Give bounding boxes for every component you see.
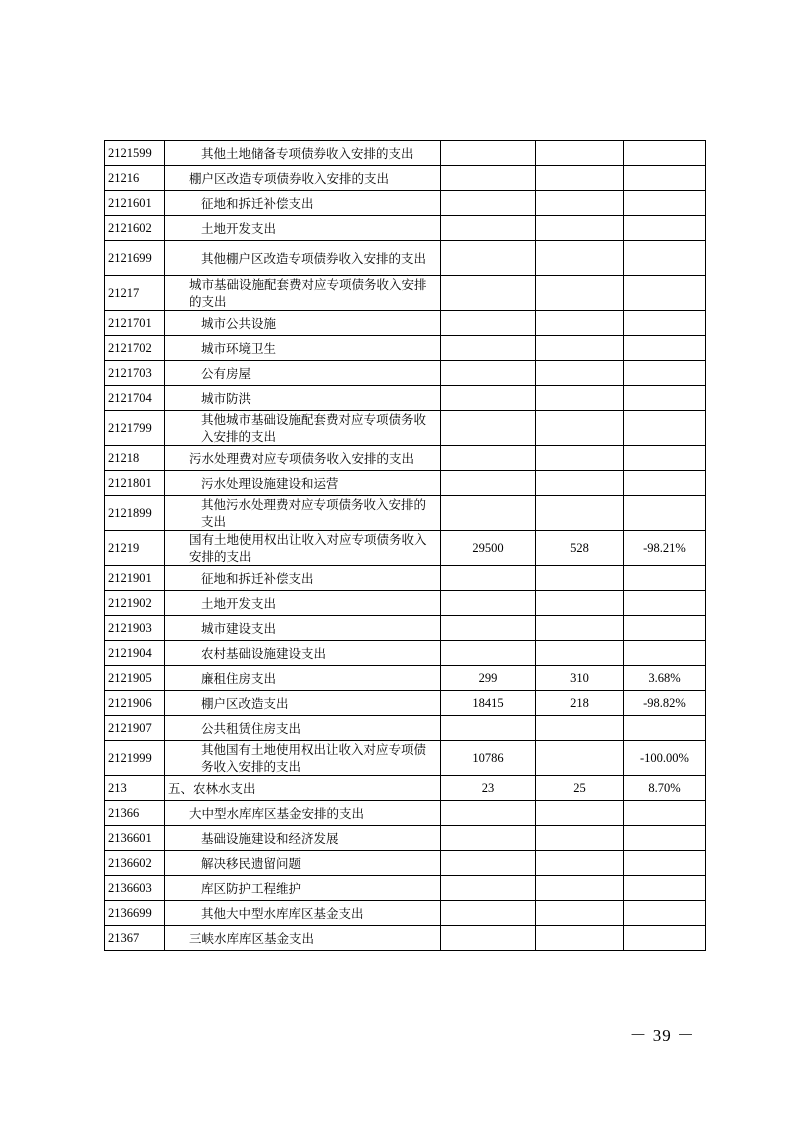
subject-name-cell: 其他污水处理费对应专项债务收入安排的支出 bbox=[165, 496, 441, 531]
table-row bbox=[105, 471, 706, 496]
value-cell-1 bbox=[441, 496, 536, 531]
subject-name-cell: 解决移民遗留问题 bbox=[165, 851, 441, 876]
value-cell-2 bbox=[536, 616, 624, 641]
subject-code-cell: 2121601 bbox=[105, 191, 165, 216]
table-row bbox=[105, 566, 706, 591]
subject-code-cell: 2136602 bbox=[105, 851, 165, 876]
value-cell-3 bbox=[624, 386, 706, 411]
value-cell-3 bbox=[624, 276, 706, 311]
table-row bbox=[105, 591, 706, 616]
value-cell-2 bbox=[536, 276, 624, 311]
value-cell-2 bbox=[536, 311, 624, 336]
table-row bbox=[105, 776, 706, 801]
subject-code-cell: 2136699 bbox=[105, 901, 165, 926]
value-cell-1 bbox=[441, 141, 536, 166]
value-cell-1 bbox=[441, 591, 536, 616]
subject-name-cell: 三峡水库库区基金支出 bbox=[165, 926, 441, 951]
value-cell-3 bbox=[624, 361, 706, 386]
value-cell-3 bbox=[624, 446, 706, 471]
table-row bbox=[105, 741, 706, 776]
subject-code-cell: 2121906 bbox=[105, 691, 165, 716]
value-cell-1 bbox=[441, 311, 536, 336]
value-cell-1 bbox=[441, 191, 536, 216]
subject-code-cell: 2136603 bbox=[105, 876, 165, 901]
value-cell-3 bbox=[624, 336, 706, 361]
subject-name-cell: 城市基础设施配套费对应专项债务收入安排的支出 bbox=[165, 276, 441, 311]
subject-name-cell: 库区防护工程维护 bbox=[165, 876, 441, 901]
value-cell-1: 23 bbox=[441, 776, 536, 801]
value-cell-2: 218 bbox=[536, 691, 624, 716]
value-cell-2 bbox=[536, 496, 624, 531]
subject-name-cell: 其他国有土地使用权出让收入对应专项债务收入安排的支出 bbox=[165, 741, 441, 776]
subject-code-cell: 21218 bbox=[105, 446, 165, 471]
subject-name-cell: 城市防洪 bbox=[165, 386, 441, 411]
table-row bbox=[105, 446, 706, 471]
value-cell-2: 310 bbox=[536, 666, 624, 691]
table-row bbox=[105, 531, 706, 566]
subject-code-cell: 2121602 bbox=[105, 216, 165, 241]
subject-name-cell: 土地开发支出 bbox=[165, 216, 441, 241]
value-cell-2 bbox=[536, 141, 624, 166]
table-row bbox=[105, 496, 706, 531]
subject-name-cell: 征地和拆迁补偿支出 bbox=[165, 191, 441, 216]
table-row bbox=[105, 191, 706, 216]
value-cell-3 bbox=[624, 216, 706, 241]
subject-code-cell: 21216 bbox=[105, 166, 165, 191]
subject-code-cell: 2121901 bbox=[105, 566, 165, 591]
value-cell-1 bbox=[441, 901, 536, 926]
value-cell-3 bbox=[624, 591, 706, 616]
subject-name-cell: 棚户区改造专项债券收入安排的支出 bbox=[165, 166, 441, 191]
table-row bbox=[105, 361, 706, 386]
subject-code-cell: 2121903 bbox=[105, 616, 165, 641]
value-cell-2 bbox=[536, 361, 624, 386]
subject-name-cell: 公有房屋 bbox=[165, 361, 441, 386]
table-row bbox=[105, 616, 706, 641]
subject-name-cell: 国有土地使用权出让收入对应专项债务收入安排的支出 bbox=[165, 531, 441, 566]
subject-code-cell: 2121899 bbox=[105, 496, 165, 531]
subject-name-cell: 污水处理设施建设和运营 bbox=[165, 471, 441, 496]
value-cell-1 bbox=[441, 471, 536, 496]
value-cell-1 bbox=[441, 386, 536, 411]
value-cell-1: 299 bbox=[441, 666, 536, 691]
value-cell-2: 528 bbox=[536, 531, 624, 566]
subject-code-cell: 2121704 bbox=[105, 386, 165, 411]
value-cell-3: 8.70% bbox=[624, 776, 706, 801]
table-row bbox=[105, 411, 706, 446]
value-cell-2 bbox=[536, 191, 624, 216]
value-cell-3 bbox=[624, 311, 706, 336]
subject-name-cell: 城市公共设施 bbox=[165, 311, 441, 336]
table-row bbox=[105, 336, 706, 361]
value-cell-2: 25 bbox=[536, 776, 624, 801]
value-cell-2 bbox=[536, 591, 624, 616]
value-cell-3 bbox=[624, 411, 706, 446]
value-cell-3 bbox=[624, 801, 706, 826]
value-cell-3 bbox=[624, 496, 706, 531]
table-row bbox=[105, 851, 706, 876]
value-cell-2 bbox=[536, 716, 624, 741]
subject-name-cell: 污水处理费对应专项债务收入安排的支出 bbox=[165, 446, 441, 471]
value-cell-1: 29500 bbox=[441, 531, 536, 566]
value-cell-2 bbox=[536, 566, 624, 591]
subject-code-cell: 21367 bbox=[105, 926, 165, 951]
table-row bbox=[105, 876, 706, 901]
value-cell-2 bbox=[536, 166, 624, 191]
value-cell-3: -100.00% bbox=[624, 741, 706, 776]
subject-code-cell: 21366 bbox=[105, 801, 165, 826]
value-cell-2 bbox=[536, 801, 624, 826]
subject-code-cell: 2121703 bbox=[105, 361, 165, 386]
subject-code-cell: 21217 bbox=[105, 276, 165, 311]
value-cell-3: 3.68% bbox=[624, 666, 706, 691]
value-cell-3 bbox=[624, 926, 706, 951]
value-cell-2 bbox=[536, 336, 624, 361]
value-cell-1 bbox=[441, 361, 536, 386]
table-row bbox=[105, 666, 706, 691]
value-cell-3: -98.82% bbox=[624, 691, 706, 716]
value-cell-1 bbox=[441, 616, 536, 641]
value-cell-3 bbox=[624, 471, 706, 496]
table-row bbox=[105, 641, 706, 666]
subject-name-cell: 五、农林水支出 bbox=[165, 776, 441, 801]
subject-name-cell: 棚户区改造支出 bbox=[165, 691, 441, 716]
value-cell-2 bbox=[536, 446, 624, 471]
subject-code-cell: 2121999 bbox=[105, 741, 165, 776]
table-row bbox=[105, 901, 706, 926]
value-cell-3 bbox=[624, 826, 706, 851]
value-cell-1 bbox=[441, 851, 536, 876]
subject-name-cell: 城市建设支出 bbox=[165, 616, 441, 641]
value-cell-1 bbox=[441, 166, 536, 191]
budget-table-body bbox=[105, 141, 706, 951]
subject-name-cell: 大中型水库库区基金安排的支出 bbox=[165, 801, 441, 826]
value-cell-2 bbox=[536, 851, 624, 876]
value-cell-1 bbox=[441, 641, 536, 666]
subject-code-cell: 2121904 bbox=[105, 641, 165, 666]
subject-code-cell: 213 bbox=[105, 776, 165, 801]
subject-name-cell: 征地和拆迁补偿支出 bbox=[165, 566, 441, 591]
table-row bbox=[105, 141, 706, 166]
table-row bbox=[105, 216, 706, 241]
subject-name-cell: 其他城市基础设施配套费对应专项债务收入安排的支出 bbox=[165, 411, 441, 446]
value-cell-3 bbox=[624, 141, 706, 166]
subject-code-cell: 2121799 bbox=[105, 411, 165, 446]
subject-name-cell: 公共租赁住房支出 bbox=[165, 716, 441, 741]
value-cell-1 bbox=[441, 801, 536, 826]
table-row bbox=[105, 801, 706, 826]
table-row bbox=[105, 166, 706, 191]
table-row bbox=[105, 241, 706, 276]
subject-code-cell: 2121905 bbox=[105, 666, 165, 691]
table-row bbox=[105, 691, 706, 716]
value-cell-3 bbox=[624, 716, 706, 741]
subject-name-cell: 农村基础设施建设支出 bbox=[165, 641, 441, 666]
value-cell-1 bbox=[441, 276, 536, 311]
value-cell-3 bbox=[624, 566, 706, 591]
value-cell-3 bbox=[624, 241, 706, 276]
value-cell-1 bbox=[441, 876, 536, 901]
subject-code-cell: 2136601 bbox=[105, 826, 165, 851]
value-cell-2 bbox=[536, 826, 624, 851]
subject-name-cell: 廉租住房支出 bbox=[165, 666, 441, 691]
value-cell-1 bbox=[441, 216, 536, 241]
subject-code-cell: 2121599 bbox=[105, 141, 165, 166]
budget-table bbox=[104, 140, 706, 951]
value-cell-3 bbox=[624, 616, 706, 641]
subject-name-cell: 城市环境卫生 bbox=[165, 336, 441, 361]
subject-code-cell: 2121701 bbox=[105, 311, 165, 336]
value-cell-2 bbox=[536, 216, 624, 241]
subject-name-cell: 其他土地储备专项债券收入安排的支出 bbox=[165, 141, 441, 166]
table-row bbox=[105, 826, 706, 851]
page-number: － 39 － bbox=[629, 1026, 695, 1045]
subject-code-cell: 2121702 bbox=[105, 336, 165, 361]
value-cell-2 bbox=[536, 386, 624, 411]
value-cell-1 bbox=[441, 926, 536, 951]
value-cell-1 bbox=[441, 566, 536, 591]
value-cell-3: -98.21% bbox=[624, 531, 706, 566]
subject-code-cell: 2121699 bbox=[105, 241, 165, 276]
value-cell-2 bbox=[536, 876, 624, 901]
value-cell-3 bbox=[624, 641, 706, 666]
value-cell-2 bbox=[536, 741, 624, 776]
value-cell-1 bbox=[441, 241, 536, 276]
value-cell-3 bbox=[624, 191, 706, 216]
value-cell-1 bbox=[441, 336, 536, 361]
table-row bbox=[105, 276, 706, 311]
subject-code-cell: 2121902 bbox=[105, 591, 165, 616]
value-cell-2 bbox=[536, 471, 624, 496]
subject-name-cell: 其他棚户区改造专项债券收入安排的支出 bbox=[165, 241, 441, 276]
table-row bbox=[105, 311, 706, 336]
value-cell-2 bbox=[536, 926, 624, 951]
value-cell-2 bbox=[536, 241, 624, 276]
subject-name-cell: 土地开发支出 bbox=[165, 591, 441, 616]
value-cell-2 bbox=[536, 411, 624, 446]
table-row bbox=[105, 386, 706, 411]
subject-code-cell: 21219 bbox=[105, 531, 165, 566]
subject-code-cell: 2121801 bbox=[105, 471, 165, 496]
value-cell-3 bbox=[624, 901, 706, 926]
value-cell-1 bbox=[441, 716, 536, 741]
value-cell-2 bbox=[536, 901, 624, 926]
value-cell-3 bbox=[624, 166, 706, 191]
value-cell-2 bbox=[536, 641, 624, 666]
subject-code-cell: 2121907 bbox=[105, 716, 165, 741]
table-row bbox=[105, 716, 706, 741]
value-cell-1 bbox=[441, 446, 536, 471]
value-cell-1: 18415 bbox=[441, 691, 536, 716]
value-cell-1: 10786 bbox=[441, 741, 536, 776]
value-cell-3 bbox=[624, 851, 706, 876]
value-cell-3 bbox=[624, 876, 706, 901]
subject-name-cell: 其他大中型水库库区基金支出 bbox=[165, 901, 441, 926]
table-row bbox=[105, 926, 706, 951]
value-cell-1 bbox=[441, 411, 536, 446]
subject-name-cell: 基础设施建设和经济发展 bbox=[165, 826, 441, 851]
value-cell-1 bbox=[441, 826, 536, 851]
